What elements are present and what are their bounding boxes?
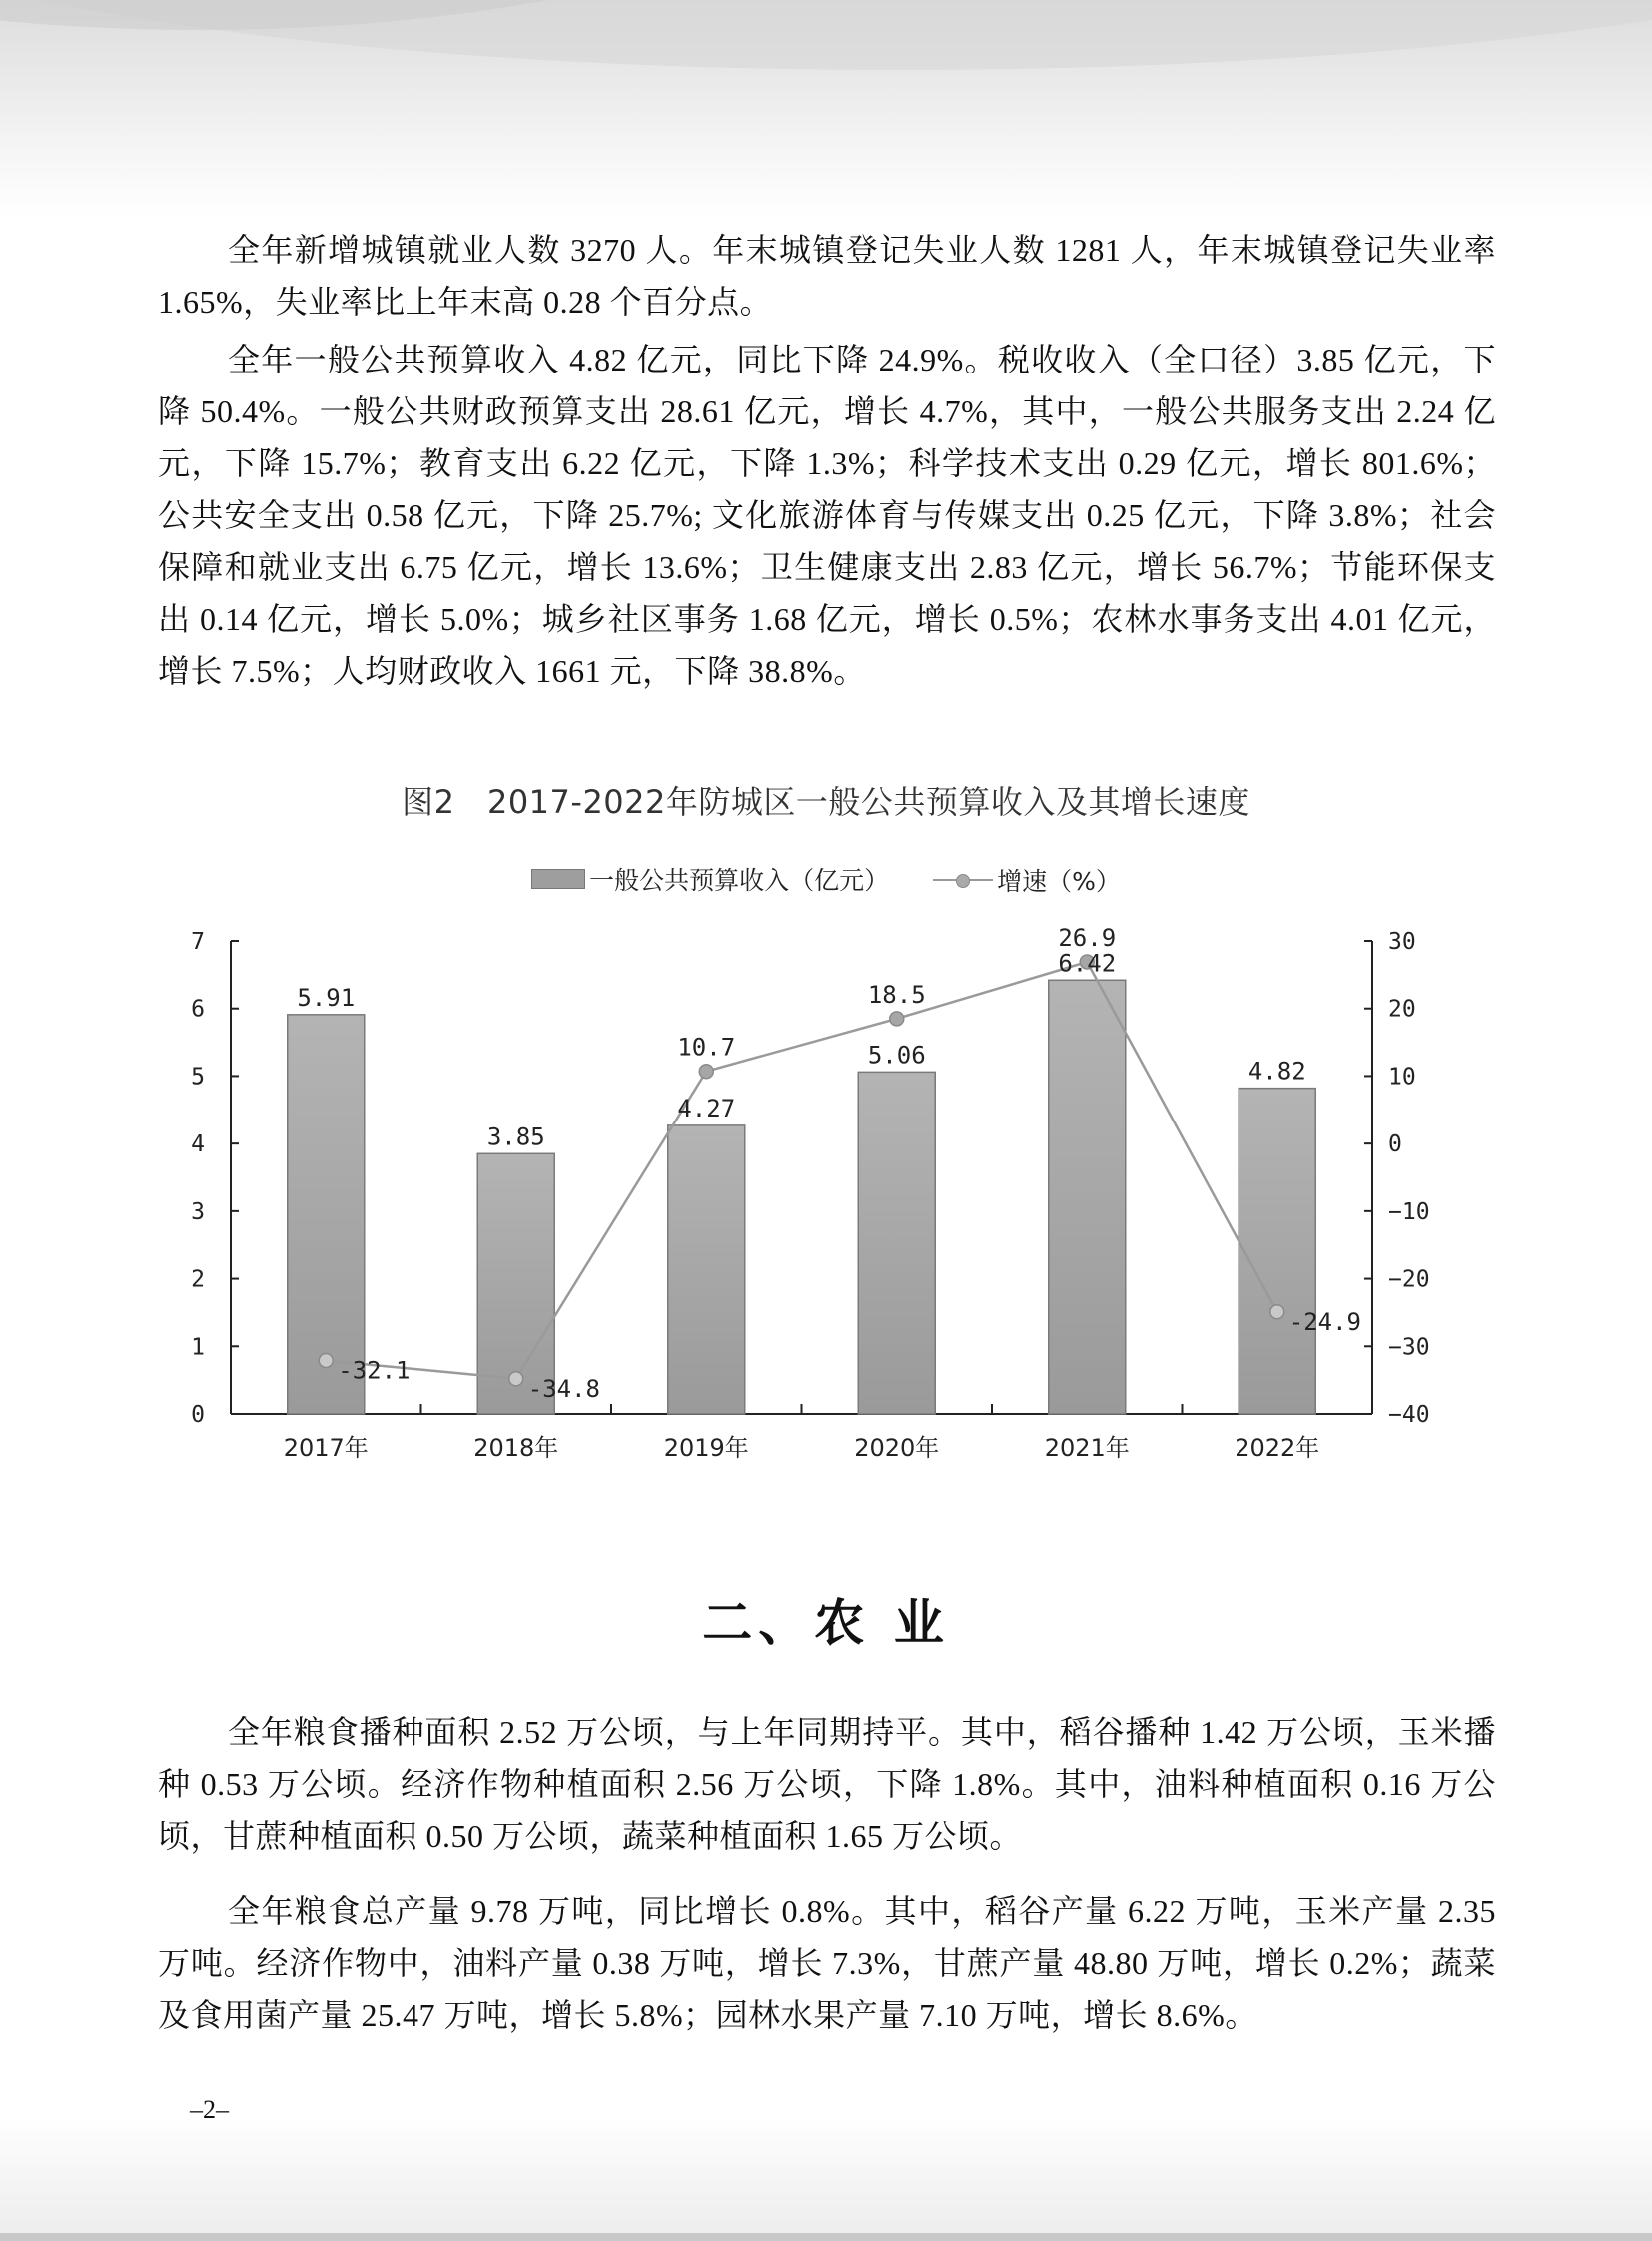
page-number: –2–	[190, 2095, 229, 2124]
y-left-tick-label: 0	[191, 1402, 205, 1428]
y-right-tick-label: −30	[1388, 1334, 1430, 1361]
legend-label-growth: 增速（%）	[997, 867, 1121, 896]
bar-value-label: 5.06	[867, 1041, 926, 1070]
growth-point	[1270, 1305, 1284, 1319]
bar-value-label: 4.82	[1247, 1057, 1306, 1086]
growth-value-label: 18.5	[867, 980, 926, 1009]
y-right-tick-label: 30	[1388, 929, 1416, 955]
bar-value-label: 6.42	[1058, 949, 1117, 978]
bar	[668, 1125, 745, 1414]
combo-chart	[0, 899, 1652, 1478]
bar	[858, 1072, 935, 1414]
growth-point	[699, 1065, 713, 1079]
bar	[1239, 1089, 1315, 1414]
y-left-tick-label: 5	[191, 1064, 205, 1091]
growth-value-label: -24.9	[1288, 1307, 1361, 1336]
growth-point	[890, 1012, 904, 1026]
y-right-tick-label: 10	[1388, 1064, 1416, 1091]
growth-value-label: 26.9	[1058, 923, 1117, 952]
section-heading: 二、农 业	[702, 1593, 950, 1652]
y-right-tick-label: −40	[1388, 1402, 1430, 1428]
line-series	[319, 955, 1284, 1386]
legend-label-revenue: 一般公共预算收入（亿元）	[589, 866, 890, 895]
y-left-tick-label: 3	[191, 1198, 205, 1225]
y-right-tick-label: 20	[1388, 996, 1416, 1023]
paragraph-fiscal: 全年一般公共预算收入 4.82 亿元，同比下降 24.9%。税收收入（全口径）3.85 亿元，下降 50.4%。一般公共财政预算支出 28.61 亿元，增长 4.7%，其中，一般公共服务支出 2.24 亿元，下降 15.7%；教育支出 6.22 亿元，下降 1.3%；科学技术支出 0.29 亿元，增长 801.6%；公共安全支出 0.58 亿元，下降 25.7%; 文化旅游体育与传媒支出 0.25 亿元，下降 3.8%；社会保障和就业支出 6.75 亿元，增长 13.6%；卫生健康支出 2.83 亿元，增长 56.7%；节能环保支出 0.14 亿元，增长 5.0%；城乡社区事务 1.68 亿元，增长 0.5%；农林水事务支出 4.01 亿元，增长 7.5%；人均财政收入 1661 元，下降 38.8%。	[158, 342, 1496, 689]
x-tick-label: 2022年	[1235, 1434, 1320, 1462]
page-header-decoration	[0, 0, 1652, 220]
paragraph-employment: 全年新增城镇就业人数 3270 人。年末城镇登记失业人数 1281 人，年末城镇登记失业率 1.65%，失业率比上年末高 0.28 个百分点。	[158, 232, 1496, 320]
legend-bar-swatch	[531, 869, 585, 889]
legend-line-swatch	[933, 871, 993, 889]
chart-title: 图2 2017-2022年防城区一般公共预算收入及其增长速度	[402, 783, 1250, 821]
x-tick-label: 2019年	[663, 1434, 749, 1462]
growth-point	[509, 1372, 523, 1386]
growth-line	[326, 962, 1277, 1379]
chart-legend	[0, 861, 1652, 898]
y-right-tick-label: −20	[1388, 1266, 1430, 1293]
y-left-tick-label: 1	[191, 1334, 205, 1361]
bar-value-label: 4.27	[677, 1094, 736, 1122]
data-labels	[297, 924, 1361, 1403]
x-tick-label: 2018年	[473, 1434, 559, 1462]
y-left-tick-label: 6	[191, 996, 205, 1023]
paragraph-planting-area: 全年粮食播种面积 2.52 万公顷，与上年同期持平。其中，稻谷播种 1.42 万公顷，玉米播种 0.53 万公顷。经济作物种植面积 2.56 万公顷，下降 1.8%。其中，油料种植面积 0.16 万公顷，甘蔗种植面积 0.50 万公顷，蔬菜种植面积 1.65 万公顷。	[158, 1714, 1496, 1854]
y-left-tick-label: 4	[191, 1131, 205, 1158]
x-tick-label: 2021年	[1044, 1434, 1130, 1462]
y-left-tick-label: 7	[191, 929, 205, 955]
growth-value-label: -34.8	[527, 1374, 600, 1403]
bar-value-label: 5.91	[297, 983, 356, 1012]
legend-item-growth	[933, 862, 1121, 898]
bar-value-label: 3.85	[486, 1122, 545, 1151]
legend-item-revenue	[531, 861, 889, 897]
bar	[1049, 980, 1126, 1414]
x-tick-label: 2017年	[283, 1434, 369, 1462]
paragraph-output: 全年粮食总产量 9.78 万吨，同比增长 0.8%。其中，稻谷产量 6.22 万吨，玉米产量 2.35 万吨。经济作物中，油料产量 0.38 万吨，增长 7.3%，甘蔗产量 48.80 万吨，增长 0.2%；蔬菜及食用菌产量 25.47 万吨，增长 5.8%；园林水果产量 7.10 万吨，增长 8.6%。	[158, 1893, 1496, 2033]
y-right-tick-label: 0	[1388, 1131, 1402, 1158]
growth-value-label: -32.1	[338, 1356, 411, 1385]
growth-point	[319, 1354, 333, 1368]
y-left-tick-label: 2	[191, 1266, 205, 1293]
footer-strip	[0, 2233, 1652, 2241]
y-right-tick-label: −10	[1388, 1198, 1430, 1225]
x-tick-label: 2020年	[854, 1434, 940, 1462]
page-footer-decoration	[0, 2117, 1652, 2241]
growth-value-label: 10.7	[677, 1033, 736, 1062]
